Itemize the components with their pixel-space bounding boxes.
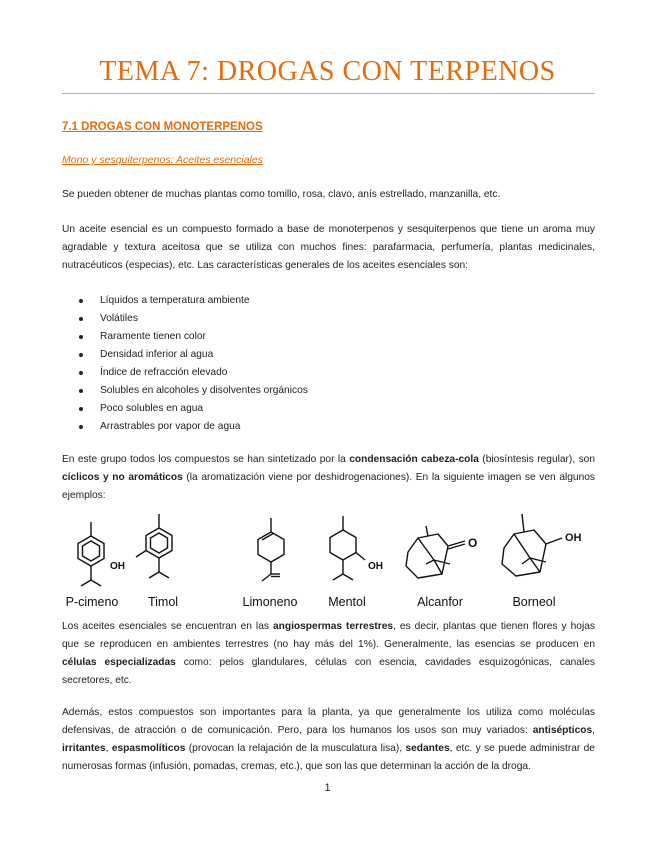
- bold-term: espasmolíticos: [111, 743, 186, 754]
- borneol-oh-label: OH: [565, 532, 582, 544]
- text-run: Además, estos compuestos son importantes para la planta, ya que generalmente los utiliza como moléculas defensivas, de atracción o de comunicación. Pero, para los humanos los usos son muy variados:: [62, 707, 595, 736]
- borneol-structure: [502, 514, 562, 576]
- molecule-label: Borneol: [512, 595, 556, 609]
- bold-term: células especializadas: [62, 657, 176, 668]
- text-run: Los aceites esenciales se encuentran en las: [62, 621, 273, 632]
- list-item: Líquidos a temperatura ambiente: [62, 292, 595, 310]
- p-cimeno-structure: [78, 522, 104, 586]
- text-run: (biosíntesis regular), son: [478, 454, 595, 465]
- timol-oh-label: OH: [110, 561, 125, 572]
- bold-term: sedantes: [405, 743, 450, 754]
- bold-term: angiospermas terrestres: [272, 621, 394, 632]
- paragraph-definition: Un aceite esencial es un compuesto formado a base de monoterpenos y sesquiterpenos que tiene un aroma muy agradable y textura aceitosa que se utiliza con muchos fines: parafarmacia, perfumería, plantas medicinales, nutracéuticos (especias), etc. Las características generales de los aceites esenciales son:: [62, 224, 595, 271]
- page-title: TEMA 7: DROGAS CON TERPENOS: [99, 56, 556, 87]
- text-run: como: pelos glandulares, células con esencia, cavidades esquizogónicas, canales secretores, etc.: [62, 657, 595, 686]
- alcanfor-o-label: O: [468, 536, 478, 550]
- molecule-label: Alcanfor: [417, 595, 463, 609]
- list-item: Solubles en alcoholes y disolventes orgánicos: [62, 382, 595, 400]
- molecule-label: P-cimeno: [65, 595, 119, 609]
- text-run: , etc. y se puede administrar de numerosas formas (infusión, pomadas, cremas, etc.), que son las que determinan la acción de la droga.: [62, 743, 595, 772]
- molecule-label: Mentol: [328, 595, 366, 609]
- text-run: ,: [105, 743, 112, 754]
- text-run: , es decir, plantas que tienen flores y hojas que se reproducen en ambientes terrestres (no hay más del 1%). Generalmente, las esencias se producen en: [62, 621, 595, 650]
- bold-term: irritantes: [62, 743, 106, 754]
- list-item: Densidad inferior al agua: [62, 346, 595, 364]
- molecule-label: Limoneno: [242, 595, 298, 609]
- paragraph-sources: Se pueden obtener de muchas plantas como tomillo, rosa, clavo, anís estrellado, manzanilla, etc.: [62, 189, 501, 200]
- alcanfor-structure: [406, 526, 465, 578]
- molecule-structures-figure: [62, 508, 595, 612]
- title-underline: [62, 93, 595, 94]
- list-item: Poco solubles en agua: [62, 400, 595, 418]
- timol-structure: [136, 514, 172, 578]
- text-run: ,: [592, 725, 595, 736]
- section-heading: 7.1 DROGAS CON MONOTERPENOS: [62, 121, 263, 133]
- mentol-oh-label: OH: [368, 561, 383, 572]
- bold-term: condensación cabeza-cola: [349, 454, 479, 465]
- subsection-heading: Mono y sesquiterpenos: Aceites esenciales: [62, 154, 263, 166]
- text-run: (la aromatización viene por deshidrogenaciones). En la siguiente imagen se ven algunos ejemplos:: [62, 472, 596, 501]
- list-item: Arrastrables por vapor de agua: [62, 418, 595, 436]
- mentol-structure: [330, 516, 365, 580]
- paragraph-biosynthesis: [62, 451, 595, 505]
- paragraph-uses: [62, 704, 595, 776]
- text-run: En este grupo todos los compuestos se han sintetizado por la: [62, 454, 350, 465]
- bold-term: antisépticos: [532, 725, 593, 736]
- page-number: 1: [324, 782, 331, 794]
- list-item: Raramente tienen color: [62, 328, 595, 346]
- limoneno-structure: [258, 518, 284, 581]
- list-item: Índice de refracción elevado: [62, 364, 595, 382]
- characteristics-list: [62, 292, 595, 436]
- list-item: Volátiles: [62, 310, 595, 328]
- bold-term: cíclicos y no aromáticos: [62, 472, 183, 483]
- paragraph-distribution: [62, 618, 595, 690]
- text-run: (provocan la relajación de la musculatura lisa),: [185, 743, 406, 754]
- molecule-label: Timol: [147, 595, 179, 609]
